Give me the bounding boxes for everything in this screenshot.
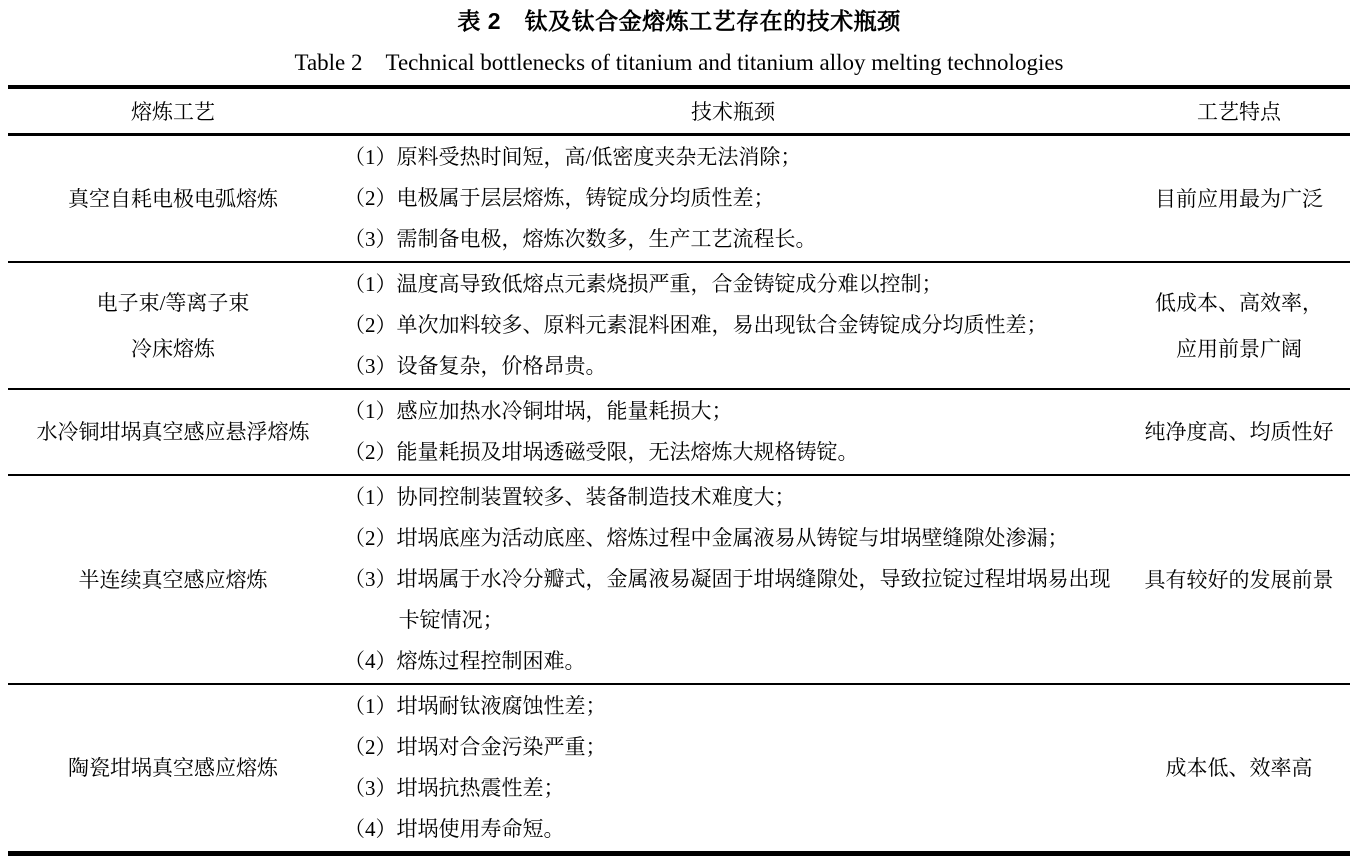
- table-row: [8, 476, 1350, 685]
- feature-cell: [1128, 686, 1350, 850]
- bottleneck-item: （2）电极属于层层熔炼，铸锭成分均质性差；: [344, 186, 775, 210]
- bottlenecks-table: [8, 85, 1350, 856]
- bottleneck-item: （4）坩埚使用寿命短。: [344, 817, 565, 841]
- bottleneck-item: （3）需制备电极，熔炼次数多，生产工艺流程长。: [344, 227, 817, 251]
- bottleneck-item: （2）单次加料较多、原料元素混料困难，易出现钛合金铸锭成分均质性差；: [344, 313, 1048, 337]
- process-line: 陶瓷坩埚真空感应熔炼: [68, 756, 278, 780]
- feature-cell: [1128, 264, 1350, 387]
- bottleneck-item: （3）坩埚属于水冷分瓣式，金属液易凝固于坩埚缝隙处，导致拉锭过程坩埚易出现卡锭情况；: [344, 567, 1111, 632]
- process-cell: [8, 477, 338, 682]
- feature-cell: [1128, 391, 1350, 473]
- feature-line: 应用前景广阔: [1176, 336, 1302, 361]
- bottleneck-item: （1）协同控制装置较多、装备制造技术难度大；: [344, 485, 796, 509]
- process-line: 冷床熔炼: [131, 336, 215, 361]
- table-header-row: [8, 89, 1350, 136]
- table-caption-zh: 表 2 钛及钛合金熔炼工艺存在的技术瓶颈: [457, 8, 901, 34]
- bottleneck-cell: [338, 477, 1128, 682]
- table-body: [8, 136, 1350, 851]
- bottleneck-cell: [338, 686, 1128, 850]
- bottleneck-item: （4）熔炼过程控制困难。: [344, 649, 586, 673]
- process-line: 水冷铜坩埚真空感应悬浮熔炼: [36, 420, 310, 444]
- bottleneck-item: （1）感应加热水冷铜坩埚，能量耗损大；: [344, 399, 733, 423]
- feature-line: 纯净度高、均质性好: [1144, 420, 1334, 444]
- header-cell-process: 熔炼工艺: [131, 100, 215, 124]
- process-cell: [8, 264, 338, 387]
- bottleneck-item: （1）温度高导致低熔点元素烧损严重，合金铸锭成分难以控制；: [344, 272, 943, 296]
- table-row: [8, 263, 1350, 390]
- bottleneck-cell: [338, 391, 1128, 473]
- table-row: [8, 685, 1350, 851]
- feature-line: 成本低、效率高: [1165, 756, 1313, 780]
- process-cell: [8, 137, 338, 260]
- process-line: 半连续真空感应熔炼: [78, 567, 268, 592]
- process-line: 真空自耗电极电弧熔炼: [68, 186, 278, 211]
- table-row: [8, 136, 1350, 263]
- feature-line: 目前应用最为广泛: [1155, 186, 1323, 211]
- header-cell-bottleneck: 技术瓶颈: [691, 100, 775, 124]
- feature-cell: [1128, 477, 1350, 682]
- bottleneck-cell: [338, 137, 1128, 260]
- process-line: 电子束/等离子束: [96, 290, 250, 315]
- feature-line: 具有较好的发展前景: [1144, 567, 1334, 592]
- bottleneck-item: （1）坩埚耐钛液腐蚀性差；: [344, 694, 607, 718]
- feature-line: 低成本、高效率，: [1155, 290, 1323, 315]
- table-caption-en: Table 2 Technical bottlenecks of titanium and titanium alloy melting technologies: [294, 50, 1064, 75]
- feature-cell: [1128, 137, 1350, 260]
- bottleneck-item: （2）坩埚底座为活动底座、熔炼过程中金属液易从铸锭与坩埚壁缝隙处渗漏；: [344, 526, 1069, 550]
- process-cell: [8, 686, 338, 850]
- bottleneck-item: （3）坩埚抗热震性差；: [344, 776, 565, 800]
- bottleneck-item: （2）能量耗损及坩埚透磁受限，无法熔炼大规格铸锭。: [344, 440, 859, 464]
- table-row: [8, 390, 1350, 476]
- header-cell-feature: 工艺特点: [1197, 100, 1281, 124]
- bottleneck-item: （3）设备复杂，价格昂贵。: [344, 354, 607, 378]
- bottleneck-item: （1）原料受热时间短，高/低密度夹杂无法消除；: [344, 145, 802, 169]
- process-cell: [8, 391, 338, 473]
- bottleneck-cell: [338, 264, 1128, 387]
- bottleneck-item: （2）坩埚对合金污染严重；: [344, 735, 607, 759]
